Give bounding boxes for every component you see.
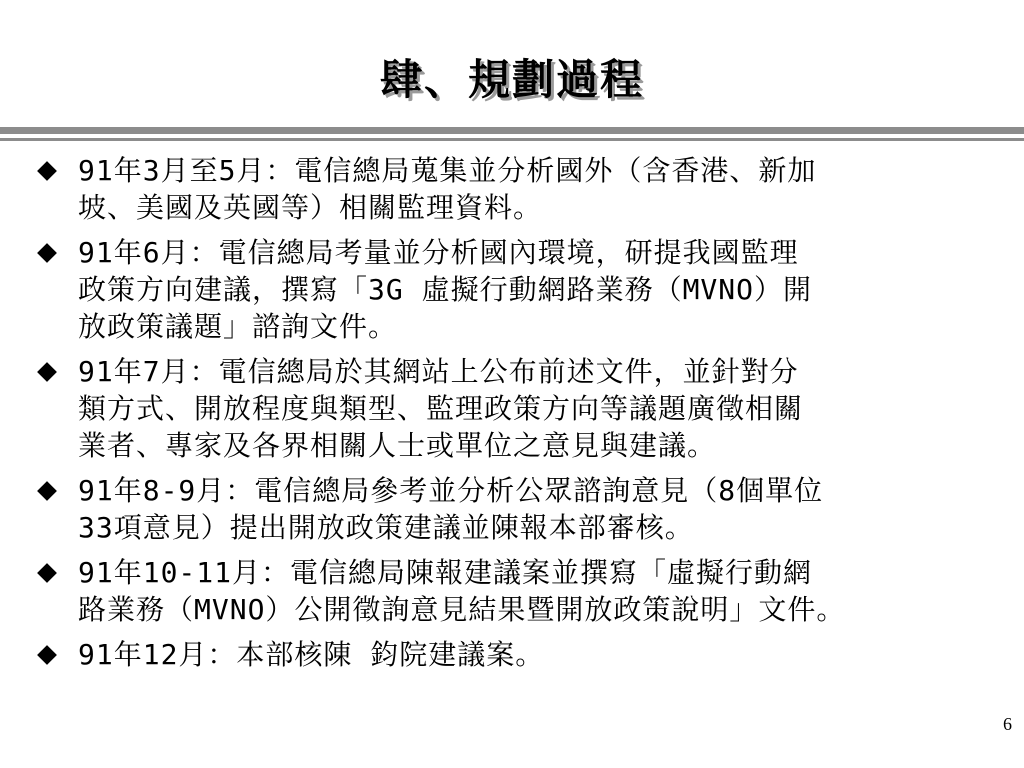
bullet-line: 坡、美國及英國等）相關監理資料。 bbox=[78, 191, 543, 224]
bullet-item bbox=[40, 152, 980, 226]
bullet-line: 33項意見）提出開放政策建議並陳報本部審核。 bbox=[78, 511, 694, 544]
bullet-line: 政策方向建議，撰寫「3G 虛擬行動網路業務（MVNO）開 bbox=[78, 273, 813, 306]
diamond-bullet-icon bbox=[37, 645, 57, 665]
bullet-item bbox=[40, 234, 980, 345]
bullet-line: 業者、專家及各界相關人士或單位之意見與建議。 bbox=[78, 429, 717, 462]
bullet-line: 91年8-9月：電信總局參考並分析公眾諮詢意見（8個單位 bbox=[78, 474, 824, 507]
bullet-line: 91年12月：本部核陳 鈞院建議案。 bbox=[78, 638, 545, 671]
diamond-bullet-icon bbox=[37, 563, 57, 583]
bullet-line: 91年6月：電信總局考量並分析國內環境，研提我國監理 bbox=[78, 236, 799, 269]
bullet-line: 91年10-11月：電信總局陳報建議案並撰寫「虛擬行動網 bbox=[78, 556, 813, 589]
title-divider-thin bbox=[0, 138, 1024, 141]
bullet-item bbox=[40, 554, 980, 628]
diamond-bullet-icon bbox=[37, 481, 57, 501]
bullet-item bbox=[40, 636, 980, 673]
bullet-list bbox=[40, 152, 980, 681]
page-number: 6 bbox=[1003, 714, 1012, 734]
bullet-item bbox=[40, 353, 980, 464]
diamond-bullet-icon bbox=[37, 362, 57, 382]
bullet-item bbox=[40, 472, 980, 546]
slide-title: 肆、規劃過程 bbox=[379, 55, 644, 104]
bullet-line: 放政策議題」諮詢文件。 bbox=[78, 310, 398, 343]
bullet-line: 91年3月至5月：電信總局蒐集並分析國外（含香港、新加 bbox=[78, 154, 817, 187]
bullet-line: 路業務（MVNO）公開徵詢意見結果暨開放政策說明」文件。 bbox=[78, 593, 846, 626]
bullet-line: 91年7月：電信總局於其網站上公布前述文件，並針對分 bbox=[78, 355, 799, 388]
bullet-line: 類方式、開放程度與類型、監理政策方向等議題廣徵相關 bbox=[78, 392, 804, 425]
diamond-bullet-icon bbox=[37, 161, 57, 181]
diamond-bullet-icon bbox=[37, 243, 57, 263]
title-divider-thick bbox=[0, 127, 1024, 134]
